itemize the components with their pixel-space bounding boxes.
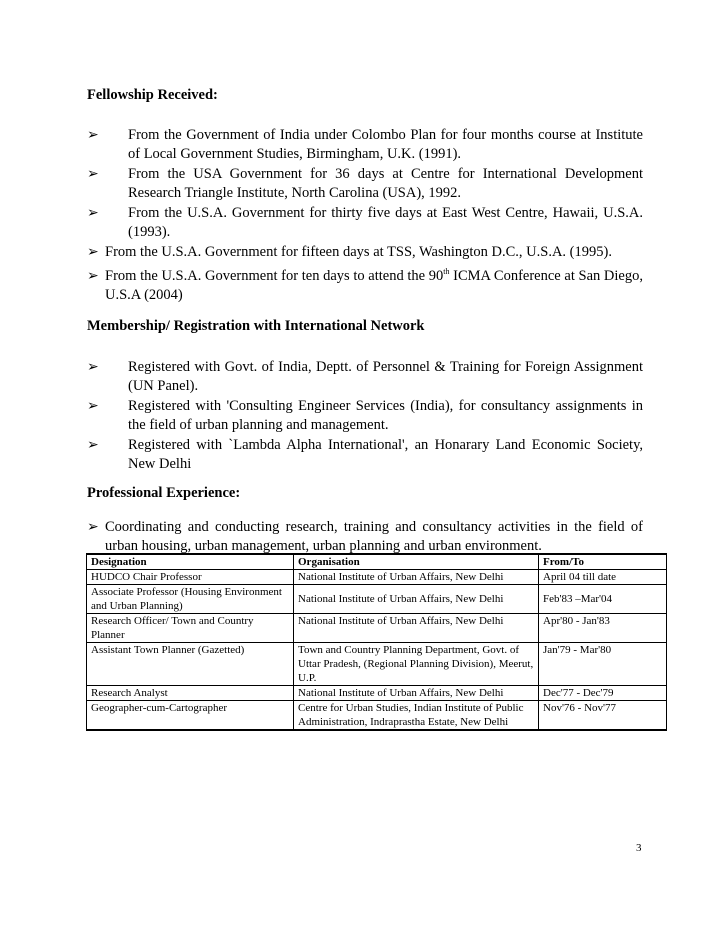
fellowship-item-text: From the U.S.A. Government for fifteen days at TSS, Washington D.C., U.S.A. (1995).	[105, 244, 612, 260]
cell-designation: Associate Professor (Housing Environment and Urban Planning)	[87, 585, 294, 614]
bullet-arrow-icon: ➢	[87, 438, 99, 453]
bullet-arrow-icon: ➢	[87, 520, 99, 535]
cell-organisation: National Institute of Urban Affairs, New Delhi	[294, 686, 539, 701]
cell-from-to: Feb'83 –Mar'04	[539, 585, 667, 614]
experience-intro-text: Coordinating and conducting research, training and consultancy activities in the field of urban housing, urban management, urban planning and urban environment.	[105, 519, 643, 554]
bullet-arrow-icon: ➢	[87, 399, 99, 414]
cell-designation: Research Officer/ Town and Country Planner	[87, 614, 294, 643]
table-row	[87, 686, 667, 701]
fellowship-heading: Fellowship Received:	[87, 87, 218, 103]
table-row	[87, 585, 667, 614]
fellowship-item-text: From the USA Government for 36 days at Centre for International Development Research Triangle Institute, North Carolina (USA), 1992.	[128, 166, 643, 201]
cell-designation: Research Analyst	[87, 686, 294, 701]
bullet-arrow-icon: ➢	[87, 269, 99, 284]
fellowship-item-2	[87, 165, 643, 203]
fellowship-item-4	[87, 243, 643, 262]
cell-from-to: Dec'77 - Dec'79	[539, 686, 667, 701]
table-row	[87, 701, 667, 731]
cell-from-to: Apr'80 - Jan'83	[539, 614, 667, 643]
page-number: 3	[636, 842, 642, 854]
superscript-th: th	[443, 267, 450, 277]
cell-organisation: Centre for Urban Studies, Indian Institute of Public Administration, Indraprastha Estate, New Delhi	[294, 701, 539, 731]
bullet-arrow-icon: ➢	[87, 128, 99, 143]
fellowship-item-text: From the Government of India under Colombo Plan for four months course at Institute of Local Government Studies, Birmingham, U.K. (1991).	[128, 127, 643, 162]
cell-organisation: National Institute of Urban Affairs, New Delhi	[294, 585, 539, 614]
cell-organisation: Town and Country Planning Department, Govt. of Uttar Pradesh, (Regional Planning Division), Meerut, U.P.	[294, 643, 539, 686]
cell-from-to: Nov'76 - Nov'77	[539, 701, 667, 731]
cell-from-to: April 04 till date	[539, 570, 667, 585]
membership-item-1	[87, 358, 643, 396]
bullet-arrow-icon: ➢	[87, 360, 99, 375]
col-header-from-to: From/To	[539, 554, 667, 570]
cell-organisation: National Institute of Urban Affairs, New Delhi	[294, 614, 539, 643]
bullet-arrow-icon: ➢	[87, 245, 99, 260]
experience-table	[86, 553, 667, 731]
cell-from-to: Jan'79 - Mar'80	[539, 643, 667, 686]
col-header-organisation: Organisation	[294, 554, 539, 570]
experience-heading: Professional Experience:	[87, 485, 241, 501]
cell-organisation: National Institute of Urban Affairs, New Delhi	[294, 570, 539, 585]
bullet-arrow-icon: ➢	[87, 167, 99, 182]
bullet-arrow-icon: ➢	[87, 206, 99, 221]
experience-intro	[87, 518, 643, 554]
membership-item-text: Registered with `Lambda Alpha International', an Honarary Land Economic Society, New Delhi	[128, 437, 643, 472]
table-row	[87, 570, 667, 585]
cell-designation: Assistant Town Planner (Gazetted)	[87, 643, 294, 686]
table-row	[87, 643, 667, 686]
membership-item-2	[87, 397, 643, 435]
table-row	[87, 614, 667, 643]
membership-item-3	[87, 436, 643, 474]
fellowship-item-text	[105, 267, 643, 305]
membership-item-text: Registered with 'Consulting Engineer Services (India), for consultancy assignments in the field of urban planning and management.	[128, 398, 643, 433]
membership-heading: Membership/ Registration with International Network	[87, 318, 425, 334]
fellowship-item5-pre: From the U.S.A. Government for ten days to attend the 90	[105, 268, 444, 284]
fellowship-item5-post: ICMA Conference at San Diego, U.S.A (2004)	[105, 268, 643, 303]
cell-designation: Geographer-cum-Cartographer	[87, 701, 294, 731]
fellowship-item-text: From the U.S.A. Government for thirty five days at East West Centre, Hawaii, U.S.A. (1993).	[128, 205, 643, 240]
membership-item-text: Registered with Govt. of India, Deptt. of Personnel & Training for Foreign Assignment (UN Panel).	[128, 359, 643, 394]
fellowship-item-5	[87, 267, 643, 305]
cell-designation: HUDCO Chair Professor	[87, 570, 294, 585]
fellowship-item-1	[87, 126, 643, 164]
col-header-designation: Designation	[87, 554, 294, 570]
table-header-row	[87, 554, 667, 570]
fellowship-item-3	[87, 204, 643, 242]
